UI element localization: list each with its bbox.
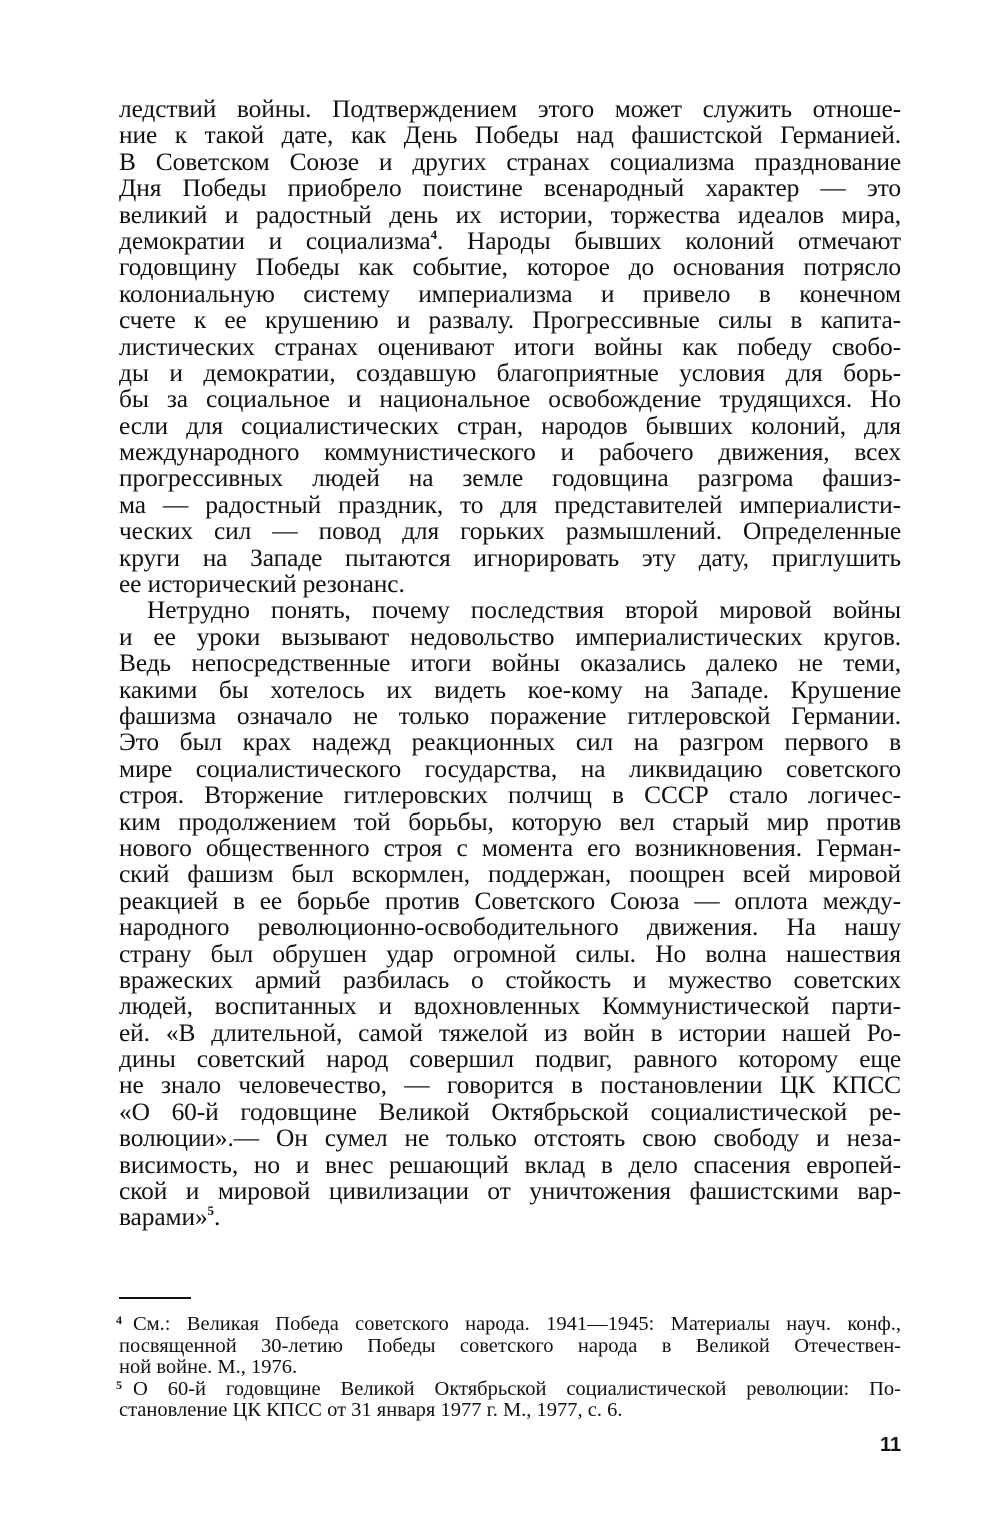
text-line: ей. «В длительной, самой тяжелой из войн в истории нашей Ро- (119, 1018, 901, 1047)
text-line: и ее уроки вызывают недовольство империалистических кругов. (119, 622, 901, 651)
text-line: ской и мировой цивилизации от уничтожения фашистскими вар- (119, 1177, 901, 1206)
text-line: ма — радостный праздник, то для представителей империалисти- (119, 490, 901, 519)
text-line: «О 60-й годовщине Великой Октябрьской социалистической ре- (119, 1097, 901, 1126)
text-line: нового общественного строя с момента его возникновения. Герман- (119, 833, 901, 862)
footnote-line: ной войне. М., 1976. (119, 1356, 298, 1379)
text-line: волюции».— Он сумел не только отстоять свою свободу и неза- (119, 1124, 901, 1153)
footnote-ref-5[interactable]: 5 (207, 1203, 214, 1219)
text-line: дины советский народ совершил подвиг, равного которому еще (119, 1045, 901, 1074)
text-line: ким продолжением той борьбы, которую вел старый мир против (119, 807, 901, 836)
footnote-4 (116, 1313, 901, 1379)
text-line: если для социалистических стран, народов бывших колоний, для (119, 411, 901, 440)
text-line: вражеских армий разбилась о стойкость и мужество советских (119, 965, 901, 994)
page-number: 11 (880, 1434, 902, 1456)
footnote-mark: 4 (116, 1313, 122, 1327)
text-line: мире социалистического государства, на ликвидацию советского (119, 754, 901, 783)
footnote-ref-4[interactable]: 4 (430, 226, 437, 242)
text-line: Нетрудно понять, почему последствия второй мировой войны (147, 596, 901, 625)
text-line-with-footnote (119, 1204, 901, 1230)
text-line: народного революционно-освободительного движения. На нашу (119, 913, 901, 942)
footnote-line: становление ЦК КПСС от 31 января 1977 г. М., 1977, с. 6. (119, 1399, 623, 1422)
footnotes (116, 1313, 901, 1422)
text-line: великий и радостный день их истории, торжества идеалов мира, (119, 200, 901, 229)
text-line: счете к ее крушению и развалу. Прогрессивные силы в капита- (119, 306, 901, 335)
text-line: листических странах оценивают итоги войны как победу свобо- (119, 332, 901, 361)
text-line: Дня Победы приобрело поистине всенародный характер — это (119, 174, 901, 203)
text-line: международного коммунистического и рабочего движения, всех (119, 438, 901, 467)
footnote-mark: 5 (116, 1377, 122, 1392)
text-line: Ведь непосредственные итоги войны оказались далеко не теми, (119, 649, 901, 678)
footnote-line: посвященной 30-летию Победы советского народа в Великой Отечествен- (119, 1334, 901, 1357)
text-line: людей, воспитанных и вдохновленных Коммунистической парти- (119, 992, 901, 1021)
text-line: ческих сил — повод для горьких размышлений. Определенные (119, 517, 901, 546)
text-line: ние к такой дате, как День Победы над фашистской Германией. (119, 121, 901, 150)
text-line: реакцией в ее борьбе против Советского Союза — оплота между- (119, 886, 901, 915)
text-line: Это был крах надежд реакционных сил на разгром первого в (119, 728, 901, 757)
paragraph-2 (119, 597, 901, 1230)
text-line: страну был обрушен удар огромной силы. Но волна нашествия (119, 939, 901, 968)
text-line: висимость, но и внес решающий вклад в дело спасения европей- (119, 1150, 901, 1179)
text-line: ский фашизм был вскормлен, поддержан, поощрен всей мировой (119, 860, 901, 889)
page-body (119, 96, 901, 1231)
text-segment: демократии и социализма (119, 226, 431, 255)
text-line: круги на Западе пытаются игнорировать эту дату, приглушить (119, 543, 901, 572)
paragraph-1 (119, 96, 901, 597)
text-line: колониальную систему империализма и привело в конечном (119, 279, 901, 308)
footnote-5 (116, 1377, 901, 1422)
text-line: ее исторический резонанс. (119, 570, 405, 599)
text-line-with-footnote (119, 228, 901, 254)
text-line: какими бы хотелось их видеть кое-кому на Западе. Крушение (119, 675, 901, 704)
text-line: фашизма означало не только поражение гитлеровской Германии. (119, 701, 901, 730)
text-line: ледствий войны. Подтверждением этого может служить отноше- (119, 95, 901, 123)
text-segment: . (213, 1203, 221, 1232)
text-line: В Советском Союзе и других странах социализма празднование (119, 147, 901, 176)
text-line: строя. Вторжение гитлеровских полчищ в СССР стало логичес- (119, 781, 901, 810)
text-segment: . Народы бывших колоний отмечают (436, 226, 901, 255)
text-line: не знало человечество, — говорится в постановлении ЦК КПСС (119, 1071, 901, 1100)
text-line: прогрессивных людей на земле годовщина разгрома фашиз- (119, 464, 901, 493)
text-line: ды и демократии, создавшую благоприятные условия для борь- (119, 358, 901, 387)
text-line: годовщину Победы как событие, которое до основания потрясло (119, 253, 901, 282)
text-line: бы за социальное и национальное освобождение трудящихся. Но (119, 385, 901, 414)
footnote-line: О 60-й годовщине Великой Октябрьской социалистической революции: По- (133, 1377, 901, 1400)
footnote-separator (119, 1297, 191, 1299)
footnote-line: См.: Великая Победа советского народа. 1941—1945: Материалы науч. конф., (133, 1313, 901, 1335)
text-segment: варами» (119, 1203, 208, 1232)
